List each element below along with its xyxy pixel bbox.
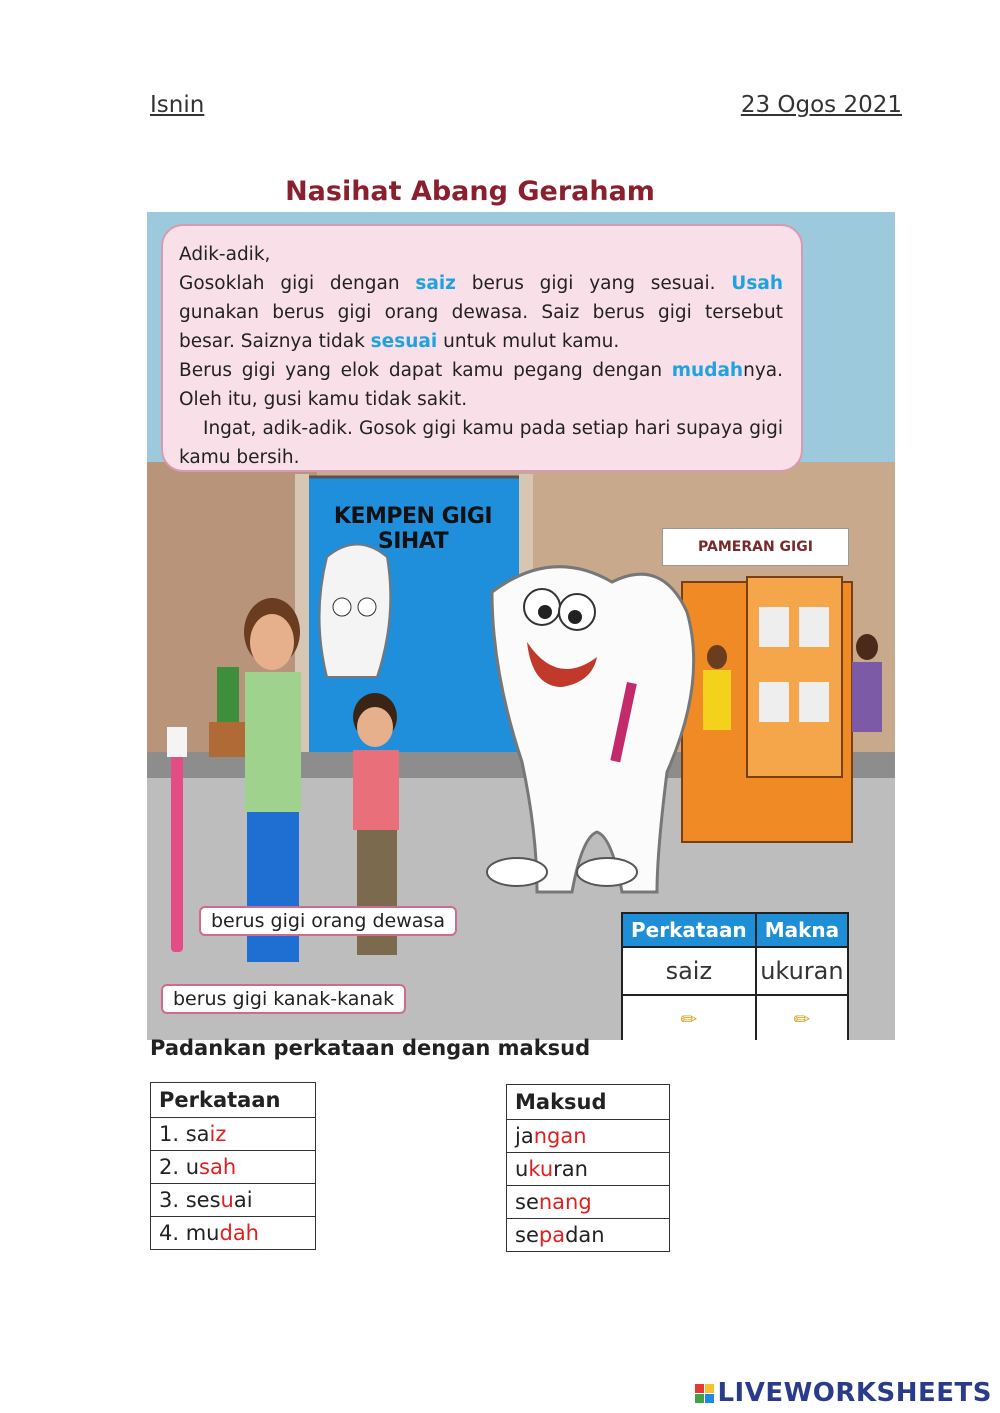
mini-header-makna: Makna — [756, 913, 848, 947]
label-adult-toothbrush: berus gigi orang dewasa — [199, 906, 457, 936]
text-run: ja — [515, 1124, 534, 1148]
perkataan-header: Perkataan — [151, 1083, 316, 1118]
mini-vocab-table — [621, 912, 849, 1040]
maksud-row[interactable] — [507, 1153, 670, 1186]
exercise-instruction: Padankan perkataan dengan maksud — [150, 1036, 591, 1060]
bubble-paragraph-1 — [179, 269, 783, 356]
text-run: se — [515, 1190, 539, 1214]
mini-cell-word: saiz — [622, 947, 756, 995]
mini-header-perkataan: Perkataan — [622, 913, 756, 947]
pencil-icon: ✏ — [622, 995, 756, 1040]
text-run: berus gigi yang sesuai. — [455, 273, 732, 294]
perkataan-row[interactable] — [151, 1118, 316, 1151]
date-label: 23 Ogos 2021 — [740, 92, 902, 118]
bubble-paragraph-2 — [179, 356, 783, 414]
text-run: se — [515, 1223, 539, 1247]
footer-brand[interactable] — [695, 1378, 992, 1408]
perkataan-table — [150, 1082, 316, 1250]
text-run: 4. mu — [159, 1221, 220, 1245]
pameran-sign: PAMERAN GIGI — [662, 528, 849, 566]
maksud-header: Maksud — [507, 1085, 670, 1120]
red-syllable: dah — [219, 1221, 259, 1245]
text-run: ai — [233, 1188, 253, 1212]
text-run: untuk mulut kamu. — [437, 331, 620, 352]
highlighted-word: mudah — [671, 360, 744, 381]
text-run: gunakan berus gigi orang dewasa. Saiz berus gigi tersebut besar. Saiznya tidak — [179, 302, 783, 352]
red-syllable: sah — [199, 1155, 237, 1179]
highlighted-word: Usah — [731, 273, 783, 294]
text-run: u — [515, 1157, 529, 1181]
illustration — [147, 212, 895, 1040]
perkataan-row[interactable] — [151, 1184, 316, 1217]
text-run: nya. Oleh itu, gusi kamu tidak sakit. — [179, 360, 783, 410]
red-syllable: nang — [538, 1190, 592, 1214]
pencil-icon: ✏ — [756, 995, 848, 1040]
text-run: ran — [553, 1157, 588, 1181]
text-run: Gosoklah gigi dengan — [179, 273, 416, 294]
perkataan-row[interactable] — [151, 1217, 316, 1250]
perkataan-row[interactable] — [151, 1151, 316, 1184]
text-run: Berus gigi yang elok dapat kamu pegang dengan — [179, 360, 672, 381]
text-run: 3. ses — [159, 1188, 221, 1212]
red-syllable: ngan — [533, 1124, 587, 1148]
maksud-row[interactable] — [507, 1120, 670, 1153]
red-syllable: ku — [528, 1157, 554, 1181]
text-run: 1. sa — [159, 1122, 210, 1146]
red-syllable: u — [220, 1188, 234, 1212]
text-run: dan — [565, 1223, 605, 1247]
bubble-greeting: Adik-adik, — [179, 244, 271, 265]
highlighted-word: saiz — [415, 273, 456, 294]
day-label: Isnin — [150, 92, 205, 118]
mini-cell-meaning: ukuran — [756, 947, 848, 995]
highlighted-word: sesuai — [370, 331, 438, 352]
red-syllable: iz — [209, 1122, 227, 1146]
bubble-paragraph-3: Ingat, adik-adik. Gosok gigi kamu pada setiap hari supaya gigi kamu bersih. — [179, 418, 783, 468]
text-run: 2. u — [159, 1155, 200, 1179]
red-syllable: pa — [538, 1223, 566, 1247]
page-title: Nasihat Abang Geraham — [285, 176, 655, 207]
speech-bubble — [161, 224, 803, 472]
label-child-toothbrush: berus gigi kanak-kanak — [161, 984, 406, 1014]
liveworksheets-logo-icon — [695, 1384, 714, 1403]
brand-name: LIVEWORKSHEETS — [717, 1378, 992, 1408]
maksud-row[interactable] — [507, 1186, 670, 1219]
maksud-row[interactable] — [507, 1219, 670, 1252]
kempen-sign: KEMPEN GIGI SIHAT — [333, 504, 493, 554]
maksud-table — [506, 1084, 670, 1252]
